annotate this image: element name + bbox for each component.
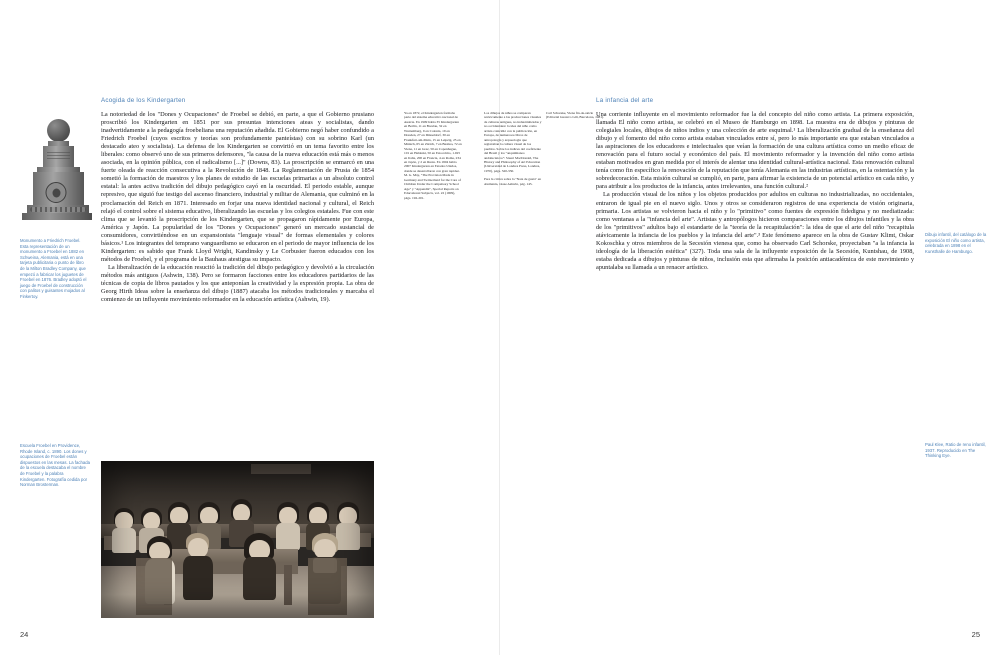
kindergarten-class-photo	[101, 461, 374, 618]
froebel-monument-figure	[20, 103, 92, 231]
note-item: Los dibujos de niños se comparan retóricamente a las producciones visuales de culturas antiguas, no industrializadas y no occidentales: la idea del niño como artista coincidió con la publicación, en Europa, de numerosos libros de antropología y arqueología que registraban la cultura visual de los pueblos. Sobre los índices del coeficiente del Brasil y los "anquimianos andalucíaicos": Stuart MacDonald, The History and Philosophy of Art Education (Universidad de Londres Press, Londres, 1970), págs. 320-330.	[484, 111, 542, 173]
monument-medallion	[46, 182, 67, 203]
note-item: Ya en 1872, el Kindergarten formaba parte del sistema educativo nacional de Austria. En 1909 había 35 Kindergarten en Berlín, 11 en Breslau, 32 en Wurtemberg, 9 en Colonia, 19 en Dresden, 27 en Düsseldorf, 30 en Frankfurt-am-Main, 15 en Leipzig, 25 en Múnich, 65 en Zúrich, 7 en Basilea, 72 en Viena, 11 en Graz, 50 en Copenhague, 101 en Helsinki, 50 en Estocolmo, 1.025 en Italia, 200 en Francia, 4 en Roma, 234 en Japón, y 2 en Rusia. En 1904 había 2007 Kindergarten en Estados Unidos, donde se desarrollaron con gran rapidez. M. G. May, "The Provision Made in Germany and Switzerland for the Care of Children Under the Compulsory School Age" y "Appendix", Special Reports on Educational Subjects, vol. 22 (1909), págs. 192-201.	[404, 111, 462, 200]
note-item: Carl Schorske, Viena fin-de-siècle (Editorial Gustavo Gili, Barcelona, 1981).	[546, 111, 604, 120]
left-page-number: 24	[20, 630, 29, 639]
right-page	[484, 0, 1000, 655]
kindergarten-photo-caption: Escuela Froebel en Providence, Rhode Island, c. 1890. Los dones y ocupaciones de Froebel están dispuestos en las mesas. La fachada de la escuela destacaba el nombre de Froebel y la palabra Kindergarten. Fotografía cedida por Norman Brosterman.	[20, 443, 90, 488]
froebel-monument-caption: Monumento a Friedrich Froebel. Esta representación de un monumento a Froebel en 1882 en Schweina, Alemania, está en una tarjeta publicitaria o punto de libro de la Milton Bradley Company, que empezó a fabricar los juguetes de Froebel en 1876. Bradley adoptó el juego de Froebel de construcción con palitos y guisantes mojados al Finkertoy.	[20, 238, 87, 299]
right-section-heading: La infancia del arte	[596, 97, 654, 104]
right-body-text	[596, 111, 914, 272]
right-paragraph-2: La producción visual de los niños y los objetos producidos por adultos en culturas no industrializadas, no occidentales, entraron de igual pie en el nuevo siglo. Unos y otros se consideraron registros de una experiencia de visión originaria, primaria. Los artistas se volvieron hacia el niño y lo "primitivo" como fuentes de expresión fidedigna y no mediatizada: como ventanas a la "infancia del arte". Artistas y antropólogos hicieron comparaciones entre los dibujos infantiles y la obra de los "primitivos" adultos bajo el estandarte de la "teoría de la recapitulación": la idea de que el arte del niño "recapitula atávicamente la infancia de los pueblos y la infancia del arte".³ Este fenómeno aparece en la obra de Gustav Klimt, Oskar Kokoschka y otros miembros de la Secesión vienesa que, como ha observado Carl Schorske, proyectaban "a la infancia la ideología de la liberación estética" (327). Toda una sala de la influyente exposición de la Secesión, Kuntshau, de 1908, estaba dedicada a dibujos y pinturas de niños, inclusión esta que afirmaba la posición antiacadémica de este movimiento y apuntalaba su llamada a un renacer artístico.	[596, 191, 914, 271]
monument-sphere	[47, 119, 70, 142]
klee-drawing-caption: Paul Klee, Ratio de reno infantil, 1937. Reproducido en The Thinking Eye.	[925, 442, 986, 459]
notes-column-2	[484, 111, 542, 190]
photo-vignette	[101, 461, 374, 618]
left-paragraph-1: La notoriedad de los "Dones y Ocupaciones" de Froebel se debió, en parte, a que el Gobierno prusiano proscribió los Kindergarten en 1851 por sus presuntas intenciones ateas y socialistas, dando inadvertidamente a la pedagogía froebeliana una reputación añadida. El Gobierno negó haber confundido a Friedrich Froebel (cuyos escritos y teorías son profundamente panteístas) con su sobrino Karl (un destacado ateo y socialista). La defensa de los Kindergarten se convirtió en un tema favorito entre los liberales: como observó uno de sus primeros defensores, "la causa de la nueva educación está más o menos asociada, en la opinión pública, con el radicalismo [...]" (Downs, 83). La proscripción se enmarcó en una fuerte oleada de reacción consecutiva a la Revolución de 1848. La Reglamentación de Prusia de 1854 sometió la formación de maestros y los planes de estudio de las escuelas primarias a un absoluto control estatal: la antes activa tradición del dibujo pedagógico cayó en la oscuridad. El periodo estable, aunque represivo, que siguió fue testigo del ascenso financiero, industrial y militar de Alemania, que culminó en la proclamación del Reich en 1871. Interesado en forjar una nueva identidad nacional y cultural, el Reich relajó el control sobre el sistema educativo, liberalizando las escuelas y los colegios estatales. Fue con este clima que se levantó la proscripción de los Kindergarten, que se propagaron rápidamente por Europa, América y Japón. La popularidad de los "Dones y Ocupaciones" generó un mercado sustancial de consumidores, convirtiéndose en un expansionista "lenguaje visual" de formas elementales y colores básicos.¹ Los integrantes del temprano vanguardismo se educaron en el periodo de mayor influencia de los Kindergarten: es sabido que Frank Lloyd Wright, Kandinsky y Le Corbusier fueron educados con los métodos de Froebel, y el programa de la Bauhaus atestigua su impacto.	[101, 111, 374, 263]
left-body-text	[101, 111, 374, 304]
notes-column-1	[404, 111, 462, 204]
monument-base-lower	[22, 213, 92, 220]
monument-drum	[43, 146, 74, 168]
right-page-number: 25	[971, 630, 980, 639]
note-item: Para la crítica sobre la "Nata de gusta" en Alemania, véase Ashwin, pág. 145.	[484, 177, 542, 186]
right-paragraph-1: Una corriente influyente en el movimiento reformador fue la del concepto del niño como artista. La primera exposición, llamada El niño como artista, se celebró en el Museo de Hamburgo en 1898. La muestra era de dibujos y pinturas de colegiales locales, dibujos de niños indios y una colección de arte esquimal.¹ La liberalización gradual de la enseñanza del dibujo y el fomento del niño como artista estaban vinculados entre sí, pero lo más importante era que estaban vinculados a las aspiraciones de los educadores e intelectuales que veían la formación de una cultura artística como un medio eficaz de renovación para el futuro social y económico del país. El movimiento reformador y la invención del niño como artista estaban motivados en gran medida por el interés de alentar una identidad cultural-artística nacional. Esta renovación cultural tenía como fin específico la renovación de la reputación que tenía Alemania en las industrias artísticas, en la ostentación y la sobredecoración. Esta misión cultural se cumplió, en parte, para afirmar la existencia de un potencial artístico en cada niño, y para atribuir a los productos de la infancia, antes irrelevantes, una función cultural.²	[596, 111, 914, 191]
child-drawing-caption: Dibujo infantil, del catálogo de la exposición El niño como artista, celebrada en 1898 en el Kunsthalle de Hamburgo.	[925, 232, 987, 254]
left-paragraph-2: La liberalización de la educación resucitó la tradición del dibujo pedagógico y devolvió a la circulación métodos más antiguos (Ashwin, 138). Pero se formaron facciones entre los educadores partidarios de las técnicas de copia de libros pautados y los que anteponían la creatividad y la expresión propia. La obra de Georg Hirth Ideas sobre la enseñanza del dibujo (1887) atacaba los métodos tradicionales y marcaba el comienzo de un influyente movimiento reformador en la educación artística (Ashwin, 19).	[101, 263, 374, 304]
left-section-heading: Acogida de los Kindergarten	[101, 97, 186, 104]
monument-illustration	[20, 103, 92, 231]
